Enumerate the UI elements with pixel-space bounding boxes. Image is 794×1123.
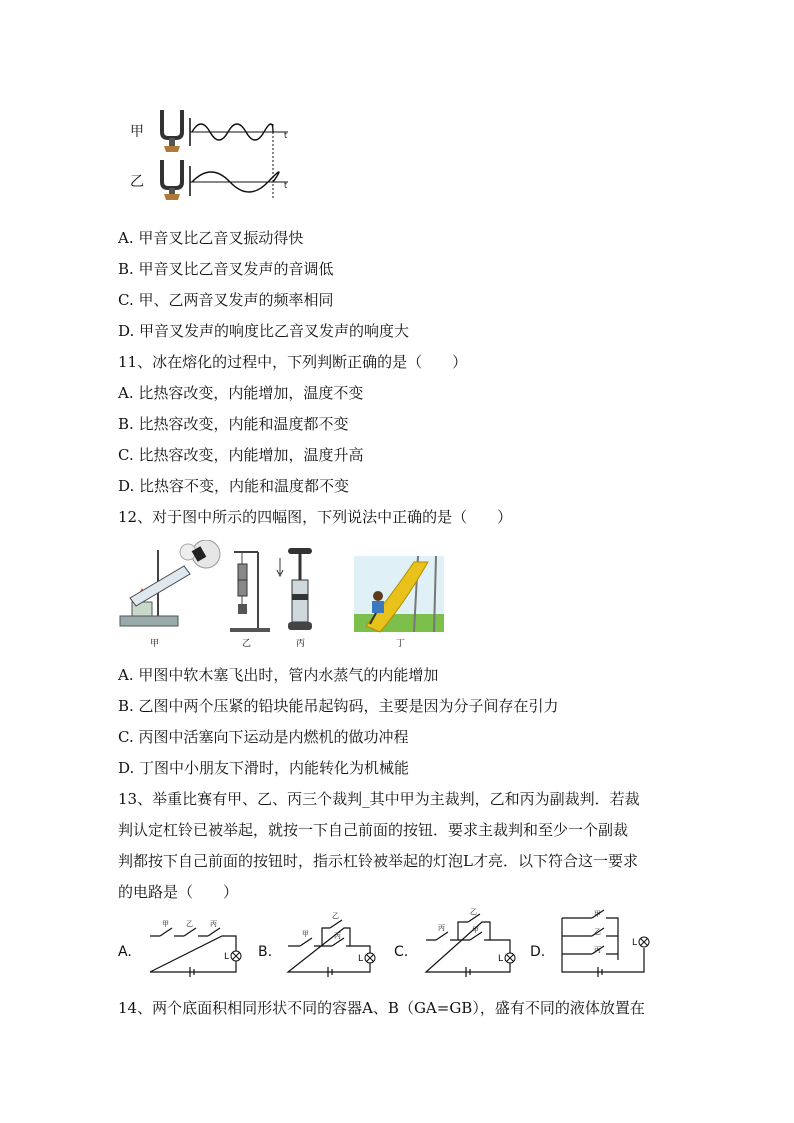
switch-label-bing: 丙: [438, 924, 445, 932]
caption-jia: 甲: [150, 639, 160, 649]
svg-text:L: L: [224, 952, 230, 962]
slide-picture: [354, 556, 444, 632]
q11-option-c: C. 比热容改变，内能增加，温度升高: [118, 446, 364, 464]
caption-ding: 丁: [396, 639, 406, 649]
q12-option-b: B. 乙图中两个压紧的铅块能吊起钩码，主要是因为分子间存在引力: [118, 697, 559, 715]
tuning-fork-icon: [162, 110, 182, 152]
lead-blocks-apparatus: [230, 552, 270, 632]
q11-stem: 11、冰在熔化的过程中，下列判断正确的是（ ）: [118, 353, 468, 371]
svg-text:L: L: [632, 938, 638, 948]
svg-text:L: L: [358, 954, 364, 964]
tuning-fork-figure: [128, 104, 298, 204]
switch-label-jia: 甲: [162, 920, 169, 928]
q13-stem-line-3: 判都按下自己前面的按钮时，指示杠铃被举起的灯泡L才亮．以下符合这一要求: [118, 852, 638, 870]
q13-option-a-letter: A.: [118, 944, 132, 960]
q12-option-c: C. 丙图中活塞向下运动是内燃机的做功冲程: [118, 728, 409, 746]
q13-stem-line-1: 13、举重比赛有甲、乙、丙三个裁判_其中甲为主裁判，乙和丙为副裁判．若裁: [118, 790, 640, 808]
q10-option-c: C. 甲、乙两音叉发声的频率相同: [118, 291, 334, 309]
switch-label-jia: 甲: [594, 910, 601, 918]
axis-label-t: t: [284, 181, 288, 190]
lamp-icon: [632, 937, 649, 948]
caption-bing: 丙: [296, 639, 306, 649]
q11-option-b: B. 比热容改变，内能和温度都不变: [118, 415, 349, 433]
switch-label-jia: 甲: [472, 926, 479, 934]
label-jia: 甲: [130, 124, 144, 140]
test-tube-apparatus: [120, 540, 220, 626]
q13-stem-line-2: 判认定杠铃已被举起，就按一下自己前面的按钮．要求主裁判和至少一个副裁: [118, 821, 629, 839]
q12-option-d: D. 丁图中小朋友下滑时，内能转化为机械能: [118, 759, 410, 777]
switch-label-bing: 丙: [210, 920, 217, 928]
q14-stem: 14、两个底面积相同形状不同的容器A、B（GA=GB），盛有不同的液体放置在: [118, 999, 645, 1017]
q13-circuit-options: [118, 908, 658, 984]
q11-option-a: A. 比热容改变，内能增加，温度不变: [118, 384, 364, 402]
q12-figure: [118, 540, 448, 652]
switch-label-yi: 乙: [332, 912, 339, 920]
svg-text:L: L: [498, 954, 504, 964]
caption-yi: 乙: [242, 639, 252, 649]
switch-label-yi: 乙: [186, 920, 193, 928]
q12-option-a: A. 甲图中软木塞飞出时，管内水蒸气的内能增加: [118, 666, 439, 684]
switch-label-bing: 丙: [594, 946, 601, 954]
q13-option-b-letter: B.: [258, 944, 273, 960]
label-yi: 乙: [130, 174, 144, 190]
lamp-icon: [224, 951, 241, 962]
axis-label-t: t: [284, 131, 288, 140]
q13-stem-line-4: 的电路是（ ）: [118, 883, 239, 901]
q12-stem: 12、对于图中所示的四幅图，下列说法中正确的是（ ）: [118, 508, 513, 526]
q10-option-b: B. 甲音叉比乙音叉发声的音调低: [118, 260, 334, 278]
q13-option-d-letter: D.: [530, 944, 546, 960]
lamp-icon: [358, 953, 375, 964]
switch-label-yi: 乙: [594, 928, 601, 936]
switch-label-bing: 丙: [334, 932, 341, 940]
q13-option-c-letter: C.: [394, 944, 409, 960]
q11-option-d: D. 比热容不变，内能和温度都不变: [118, 477, 350, 495]
q10-option-d: D. 甲音叉发声的响度比乙音叉发声的响度大: [118, 322, 410, 340]
lamp-icon: [498, 953, 515, 964]
q10-option-a: A. 甲音叉比乙音叉振动得快: [118, 229, 304, 247]
tuning-fork-icon: [162, 160, 182, 200]
switch-label-yi: 乙: [470, 908, 477, 916]
piston-cylinder-apparatus: [277, 548, 312, 630]
switch-label-jia: 甲: [302, 930, 309, 938]
